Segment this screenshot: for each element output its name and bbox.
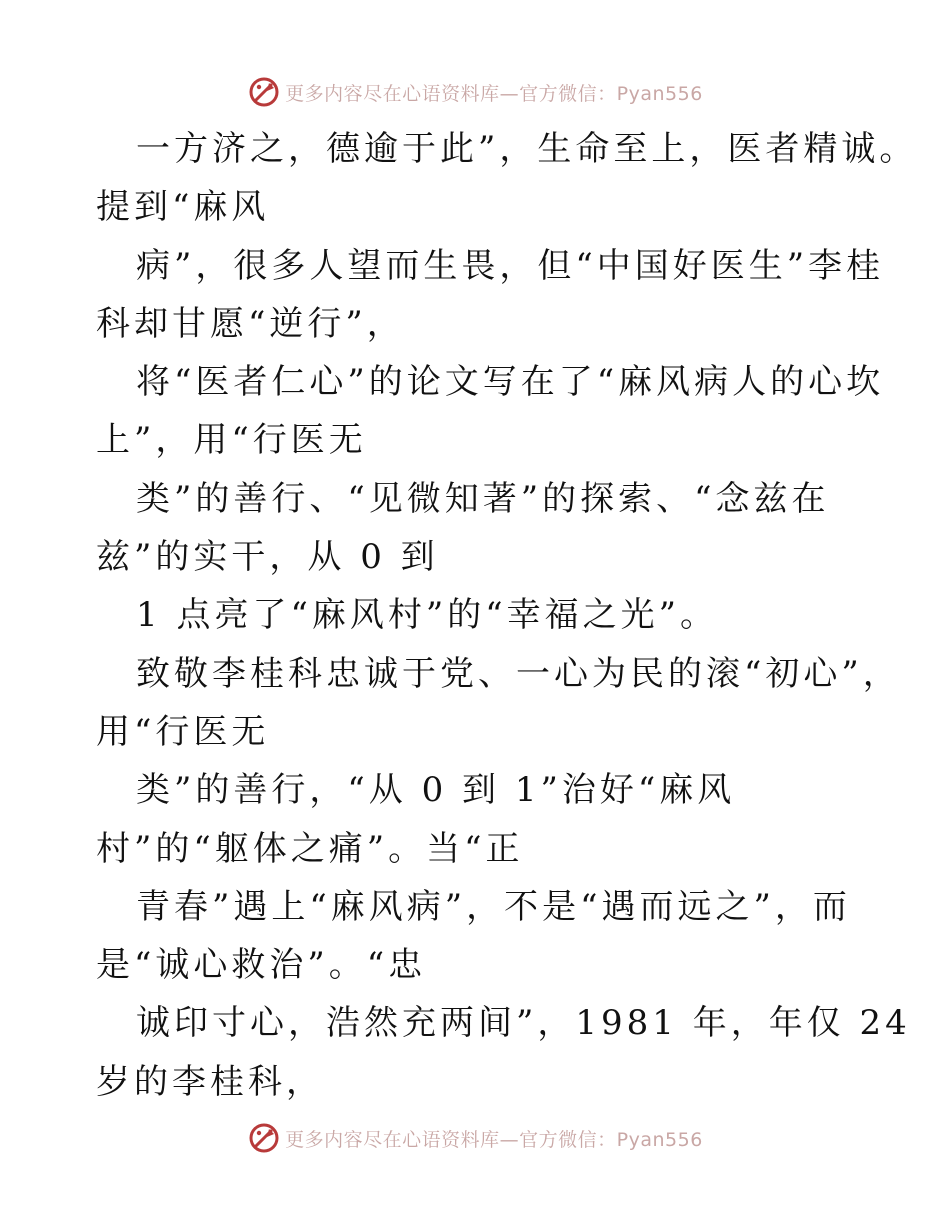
text-line: 是“诚心救治”。“忠 bbox=[96, 945, 427, 986]
text-line: 青春”遇上“麻风病”，不是“遇而远之”，而 bbox=[136, 886, 851, 927]
text-line: 科却甘愿“逆行”， bbox=[96, 303, 405, 344]
document-body bbox=[96, 120, 918, 1111]
text-line: 村”的“躯体之痛”。当“正 bbox=[96, 828, 524, 869]
text-line: 兹”的实干，从 0 到 bbox=[96, 537, 439, 578]
text-line: 1 点亮了“麻风村”的“幸福之光”。 bbox=[136, 595, 718, 636]
footer-watermark bbox=[0, 1118, 950, 1158]
text-line: 病”，很多人望而生畏，但“中国好医生”李桂 bbox=[136, 245, 885, 286]
footer-watermark-text: 更多内容尽在心语资料库—官方微信：Pyan556 bbox=[285, 1128, 703, 1151]
text-line: 类”的善行，“从 0 到 1”治好“麻风 bbox=[136, 770, 736, 811]
text-line: 上”，用“行医无 bbox=[96, 420, 367, 461]
header-watermark-text: 更多内容尽在心语资料库—官方微信：Pyan556 bbox=[285, 82, 703, 105]
text-line: 致敬李桂科忠诚于党、一心为民的滚“初心”， bbox=[136, 653, 901, 694]
brand-logo-icon bbox=[247, 1121, 281, 1155]
brand-logo-icon bbox=[247, 75, 281, 109]
text-line: 类”的善行、“见微知著”的探索、“念兹在 bbox=[136, 478, 830, 519]
text-line: 用“行医无 bbox=[96, 711, 270, 752]
text-line: 将“医者仁心”的论文写在了“麻风病人的心坎 bbox=[136, 362, 885, 403]
text-line: 诚印寸心，浩然充两间”，1981 年，年仅 24 bbox=[136, 1003, 911, 1044]
text-line: 提到“麻风 bbox=[96, 187, 270, 228]
text-line: 岁的李桂科， bbox=[96, 1061, 324, 1102]
text-line: 一方济之，德逾于此”，生命至上，医者精诚。 bbox=[136, 129, 918, 169]
header-watermark bbox=[0, 72, 950, 112]
